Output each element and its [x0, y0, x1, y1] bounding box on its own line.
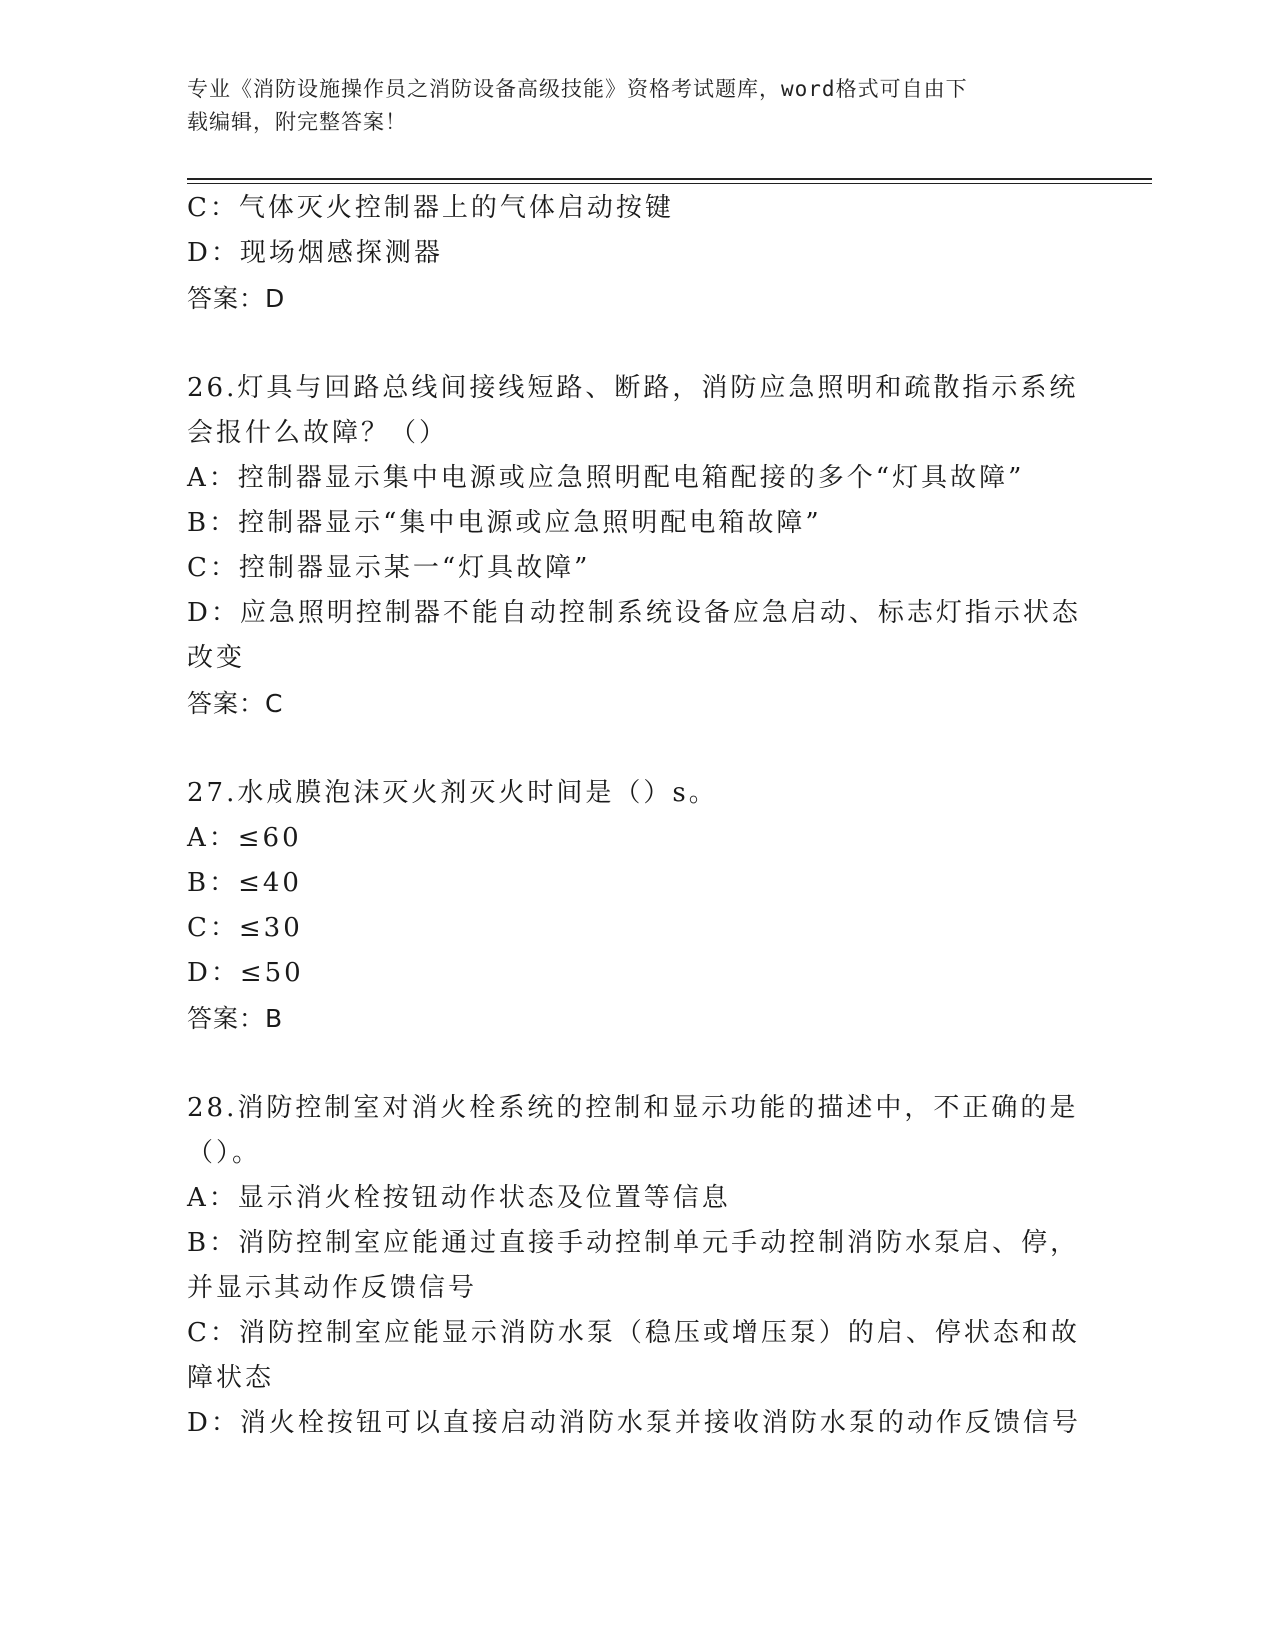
- option-a: A：控制器显示集中电源或应急照明配电箱配接的多个“灯具故障”: [187, 463, 1025, 493]
- option-c: C：控制器显示某一“灯具故障”: [187, 553, 591, 583]
- spacer: [187, 321, 1087, 366]
- option-d-cont: 改变: [187, 643, 246, 673]
- option-b-cont: 并显示其动作反馈信号: [187, 1273, 478, 1303]
- header-divider-thick: [187, 178, 1152, 180]
- header-line-1: 专业《消防设施操作员之消防设备高级技能》资格考试题库，word格式可自由下: [187, 77, 968, 101]
- question-stem-cont: （）。: [187, 1138, 262, 1168]
- document-header: [187, 73, 1067, 139]
- option-b: B：控制器显示“集中电源或应急照明配电箱故障”: [187, 508, 822, 538]
- question-stem: 28.消防控制室对消火栓系统的控制和显示功能的描述中，不正确的是: [187, 1093, 1079, 1123]
- header-line-2: 载编辑，附完整答案！: [187, 110, 407, 134]
- question-stem: 27.水成膜泡沫灭火剂灭火时间是（）s。: [187, 778, 718, 808]
- spacer: [187, 1041, 1087, 1086]
- option-b: B：消防控制室应能通过直接手动控制单元手动控制消防水泵启、停，: [187, 1228, 1080, 1258]
- option-c: C：≤30: [187, 913, 303, 943]
- option-a: A：≤60: [187, 823, 302, 853]
- question-stem: 26.灯具与回路总线间接线短路、断路，消防应急照明和疏散指示系统: [187, 373, 1079, 403]
- question-28: [187, 1086, 1087, 1446]
- question-25-tail: [187, 186, 1087, 321]
- option-a: A：显示消火栓按钮动作状态及位置等信息: [187, 1183, 731, 1213]
- option-d: D：应急照明控制器不能自动控制系统设备应急启动、标志灯指示状态: [187, 598, 1081, 628]
- option-b: B：≤40: [187, 868, 302, 898]
- question-26: [187, 366, 1087, 726]
- question-list: [187, 186, 1087, 1446]
- spacer: [187, 726, 1087, 771]
- option-c-cont: 障状态: [187, 1363, 275, 1393]
- option-c: C：气体灭火控制器上的气体启动按键: [187, 193, 674, 223]
- answer: 答案：C: [187, 689, 284, 718]
- answer: 答案：B: [187, 1004, 284, 1033]
- option-d: D：≤50: [187, 958, 304, 988]
- option-d: D：消火栓按钮可以直接启动消防水泵并接收消防水泵的动作反馈信号: [187, 1408, 1081, 1438]
- question-27: [187, 771, 1087, 1041]
- option-c: C：消防控制室应能显示消防水泵（稳压或增压泵）的启、停状态和故: [187, 1318, 1080, 1348]
- answer: 答案：D: [187, 284, 286, 313]
- question-stem-cont: 会报什么故障？（）: [187, 418, 449, 448]
- option-d: D：现场烟感探测器: [187, 238, 443, 268]
- header-divider-thin: [187, 183, 1152, 184]
